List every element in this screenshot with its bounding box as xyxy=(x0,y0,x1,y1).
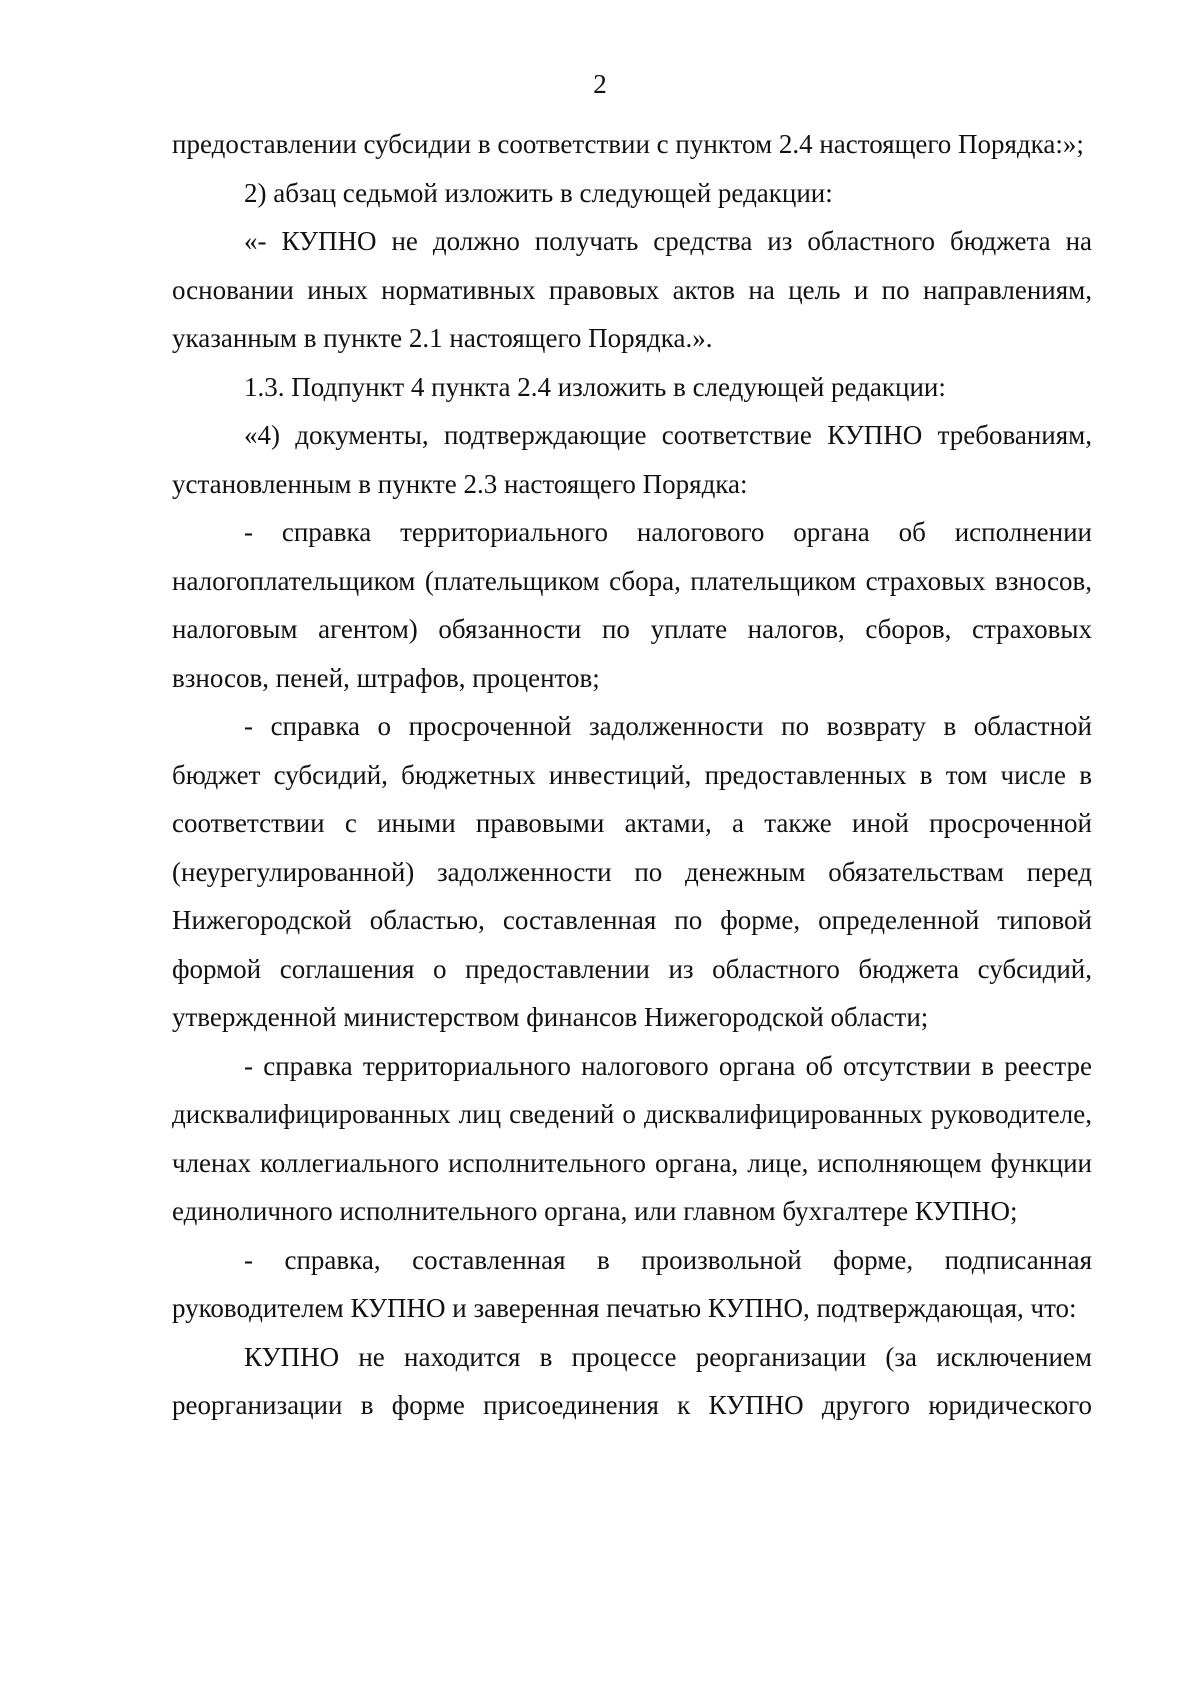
page-number: 2 xyxy=(593,69,607,99)
paragraph-10: КУПНО не находится в процессе реорганизации (за исключением реорганизации в форме присоединения к КУПНО другого юридического xyxy=(172,1341,1092,1420)
paragraph-4: 1.3. Подпункт 4 пункта 2.4 изложить в следующей редакции: xyxy=(244,371,946,402)
paragraph-1: предоставлении субсидии в соответствии с пунктом 2.4 настоящего Порядка:»; xyxy=(172,129,1084,159)
paragraph-8: - справка территориального налогового органа об отсутствии в реестре дисквалифицированных лиц сведений о дисквалифицированных руководителе, членах коллегиального исполнительного органа, лице, исполняющем функции единоличного исполнительного органа, или главном бухгалтере КУПНО; xyxy=(172,1050,1092,1226)
paragraph-2: 2) абзац седьмой изложить в следующей редакции: xyxy=(244,177,833,208)
paragraph-7: - справка о просроченной задолженности по возврату в областной бюджет субсидий, бюджетных инвестиций, предоставленных в том числе в соответствии с иными правовыми актами, а также иной просроченной (неурегулированной) задолженности по денежным обязательствам перед Нижегородской областью, составленная по форме, определенной типовой формой соглашения о предоставлении из областного бюджета субсидий, утвержденной министерством финансов Нижегородской области; xyxy=(172,711,1092,1032)
paragraph-5: «4) документы, подтверждающие соответствие КУПНО требованиям, установленным в пункте 2.3 настоящего Порядка: xyxy=(172,420,1092,499)
paragraph-6: - справка территориального налогового органа об исполнении налогоплательщиком (плательщиком сбора, плательщиком страховых взносов, налоговым агентом) обязанности по уплате налогов, сборов, страховых взносов, пеней, штрафов, процентов; xyxy=(172,517,1092,693)
paragraph-3: «- КУПНО не должно получать средства из областного бюджета на основании иных нормативных правовых актов на цель и по направлениям, указанным в пункте 2.1 настоящего Порядка.». xyxy=(172,226,1092,353)
paragraph-9: - справка, составленная в произвольной форме, подписанная руководителем КУПНО и заверенная печатью КУПНО, подтверждающая, что: xyxy=(172,1244,1092,1323)
document-body xyxy=(172,120,1092,1430)
